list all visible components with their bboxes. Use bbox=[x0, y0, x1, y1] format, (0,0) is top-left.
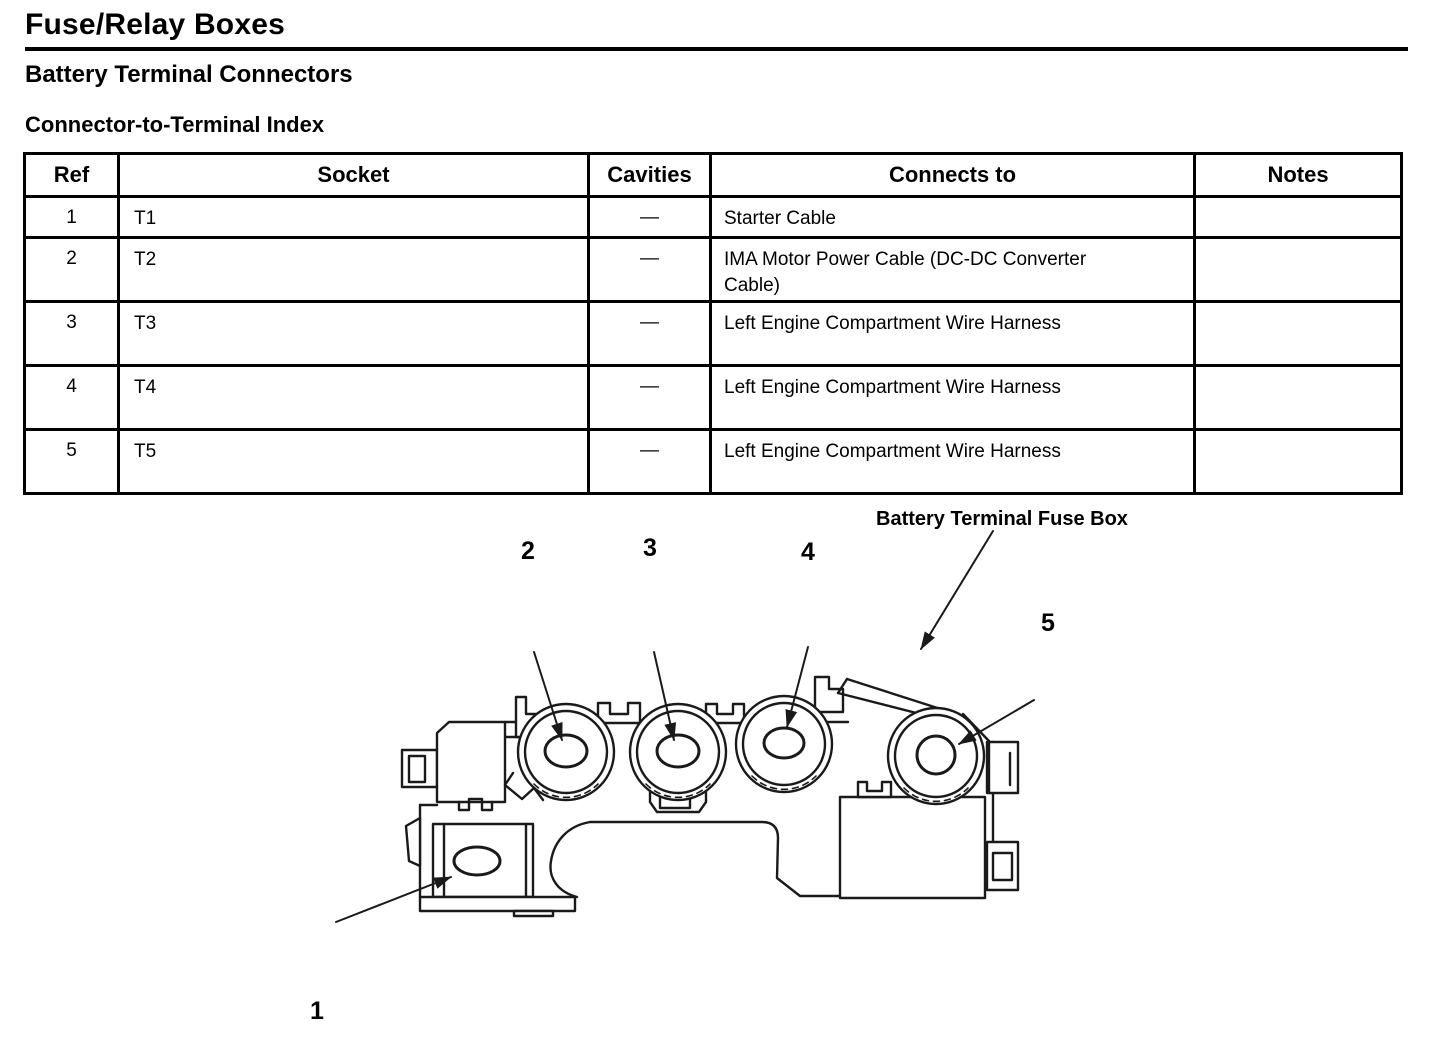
diagram-caption: Battery Terminal Fuse Box bbox=[876, 508, 1128, 530]
cell-notes bbox=[1195, 238, 1402, 302]
table-row bbox=[25, 238, 1402, 302]
cell-cavities: — bbox=[589, 366, 711, 430]
cell-cavities: — bbox=[589, 430, 711, 494]
cell-socket: T1 bbox=[119, 197, 589, 238]
cell-notes bbox=[1195, 366, 1402, 430]
table-body bbox=[25, 197, 1402, 494]
cell-connects: Left Engine Compartment Wire Harness bbox=[711, 430, 1195, 494]
body-outline bbox=[550, 822, 842, 897]
column-header-connects: Connects to bbox=[711, 154, 1195, 197]
cell-socket: T5 bbox=[119, 430, 589, 494]
cell-connects: Starter Cable bbox=[711, 197, 1195, 238]
column-header-notes: Notes bbox=[1195, 154, 1402, 197]
column-header-socket: Socket bbox=[119, 154, 589, 197]
cell-socket: T4 bbox=[119, 366, 589, 430]
cell-connects: Left Engine Compartment Wire Harness bbox=[711, 302, 1195, 366]
cell-cavities: — bbox=[589, 238, 711, 302]
table-row bbox=[25, 430, 1402, 494]
cell-cavities: — bbox=[589, 197, 711, 238]
callout-label-4: 4 bbox=[801, 538, 815, 566]
terminal-4-socket bbox=[736, 696, 832, 792]
callout-label-1: 1 bbox=[310, 997, 324, 1025]
callout-label-3: 3 bbox=[643, 534, 657, 562]
index-heading: Connector-to-Terminal Index bbox=[25, 112, 325, 137]
table-row bbox=[25, 197, 1402, 238]
terminal-1-stud bbox=[454, 847, 500, 875]
cell-ref: 3 bbox=[25, 302, 119, 366]
table-row bbox=[25, 366, 1402, 430]
cell-ref: 5 bbox=[25, 430, 119, 494]
cell-connects: IMA Motor Power Cable (DC-DC Converter Cable) bbox=[711, 238, 1195, 302]
terminal-3-socket bbox=[630, 704, 726, 800]
column-header-cavities: Cavities bbox=[589, 154, 711, 197]
cell-socket: T3 bbox=[119, 302, 589, 366]
left-housing bbox=[402, 722, 505, 810]
page-title: Fuse/Relay Boxes bbox=[25, 8, 285, 41]
section-subtitle: Battery Terminal Connectors bbox=[25, 61, 353, 88]
cell-notes bbox=[1195, 197, 1402, 238]
cell-notes bbox=[1195, 430, 1402, 494]
cell-cavities: — bbox=[589, 302, 711, 366]
cell-socket: T2 bbox=[119, 238, 589, 302]
leader-arrow-box bbox=[921, 531, 993, 649]
table-row bbox=[25, 302, 1402, 366]
cell-ref: 1 bbox=[25, 197, 119, 238]
callout-label-2: 2 bbox=[521, 537, 535, 565]
terminal-5-socket bbox=[888, 708, 989, 804]
cell-ref: 4 bbox=[25, 366, 119, 430]
connector-to-terminal-table bbox=[23, 152, 1403, 495]
title-divider bbox=[25, 47, 1408, 51]
cell-connects: Left Engine Compartment Wire Harness bbox=[711, 366, 1195, 430]
cell-notes bbox=[1195, 302, 1402, 366]
cell-ref: 2 bbox=[25, 238, 119, 302]
table-header-row bbox=[25, 154, 1402, 197]
fuse-box-diagram bbox=[0, 500, 1434, 1059]
column-header-ref: Ref bbox=[25, 154, 119, 197]
callout-label-5: 5 bbox=[1041, 609, 1055, 637]
